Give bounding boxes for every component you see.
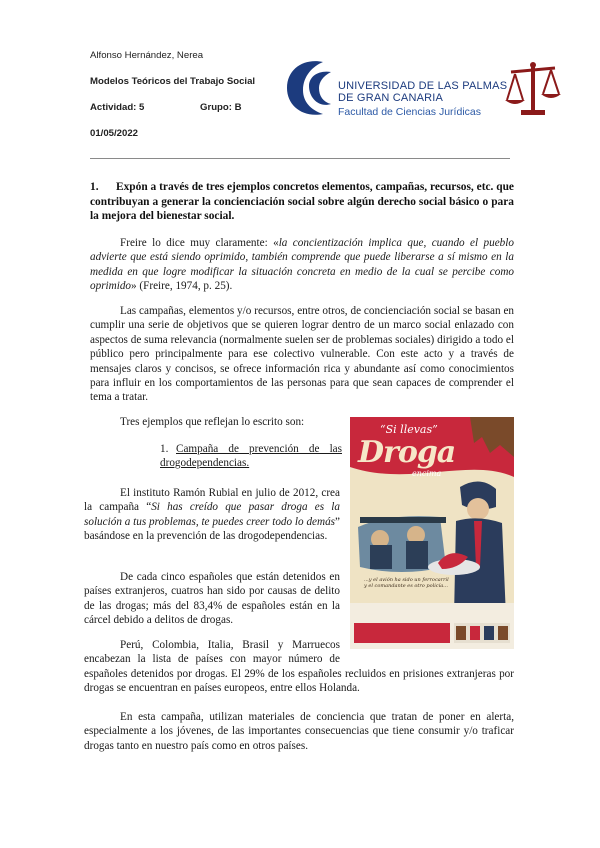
materials-paragraph: En esta campaña, utilizan materiales de conciencia que tratan de poner en alerta, especialmente a los jóvenes, de las importantes consecuencias que tiene consumir y/o traficar drogas tanto en nuestro país como en otros países. [84, 711, 514, 752]
freire-paragraph [90, 236, 514, 294]
poster-title: Droga [358, 435, 456, 470]
activity-label: Actividad: 5 [90, 102, 145, 113]
university-name-line1: UNIVERSIDAD DE LAS PALMAS [338, 80, 508, 92]
author-name: Alfonso Hernández, Nerea [90, 50, 204, 61]
countries-paragraph-a: Perú, Colombia, Italia, Brasil y Marruecos encabezan la lista de países con mayor número de [84, 639, 340, 666]
campaigns-paragraph: Las campañas, elementos y/o recursos, entre otros, de concienciación social se basan en cumplir una serie de objetivos que se quieren lograr dentro de un marco social enlazado con aspectos de suma relevancia (normalmente suelen ser de problemas sociales) dirigido a todo el público pero principalmente para ese colectivo vulnerable. Con este acto y a través de mensajes claros y concisos, se ofrece información rica y abundante así como conocimientos para influir en los comportamientos de las personas para que sean capaces de comprender el tema a tratar. [90, 305, 514, 404]
question-number: 1. [90, 181, 99, 193]
poster-caption: ...y el avión ha sido un ferrocarril y el comandante es otro policía... [364, 577, 449, 589]
list-number: 1. [160, 443, 169, 455]
campaign-outro: ” basándose en la prevención de las drogodependencias. [84, 515, 340, 543]
campaign-paragraph [84, 486, 340, 544]
document-date: 01/05/2022 [90, 128, 139, 139]
question-text: Expón a través de tres ejemplos concretos elementos, campañas, recursos, etc. que contribuyan a generar la concienciación social sobre algún derecho social básico o para la mejora del bienestar social. [90, 181, 514, 223]
university-name-line2: DE GRAN CANARIA [338, 92, 444, 104]
campaign-intro: El instituto Ramón Rubial en julio de 2012, crea la campaña “ [84, 487, 340, 514]
examples-intro: Tres ejemplos que reflejan lo escrito son: [120, 416, 305, 428]
list-item-campaign: Campaña de prevención de las drogodependencias. [160, 443, 342, 470]
freire-intro: Freire lo dice muy claramente: « [120, 237, 279, 249]
question-heading [90, 180, 514, 224]
subject-title: Modelos Teóricos del Trabajo Social [90, 76, 256, 87]
freire-quote: la concientización implica que, cuando el pueblo advierte que está siendo oprimido, también comprende que puede liberarse a sí mismo en la medida en que logre modificar la situación concreta en medio de la cual se percibe como oprimido [90, 237, 514, 293]
faculty-name: Facultad de Ciencias Jurídicas [338, 106, 481, 118]
campaign-poster-image [350, 417, 514, 649]
poster-tagline: “Si llevas” [380, 423, 438, 436]
countries-paragraph-b: españoles detenidos por drogas. El 29% de los españoles recluidos en prisiones extranjeras por drogas se encuentran en países europeos, entre ellos Holanda. [84, 668, 514, 695]
scales-of-justice-icon [505, 60, 561, 118]
header-divider [90, 158, 510, 159]
group-label: Grupo: B [200, 102, 242, 113]
poster-subtitle: encima [412, 469, 442, 478]
campaign-slogan: Si has creído que pasar droga es la solución a tus problemas, te puedes creer todo lo demás [84, 501, 340, 528]
freire-citation: » (Freire, 1974, p. 25). [131, 280, 233, 293]
detention-paragraph: De cada cinco españoles que están detenidos en países extranjeros, cuatros han sido por causas de delito de las drogas; más del 83,4% de españoles están en la cárcel debido a delitos de drogas. [84, 571, 340, 627]
university-emblem-icon [283, 58, 335, 118]
